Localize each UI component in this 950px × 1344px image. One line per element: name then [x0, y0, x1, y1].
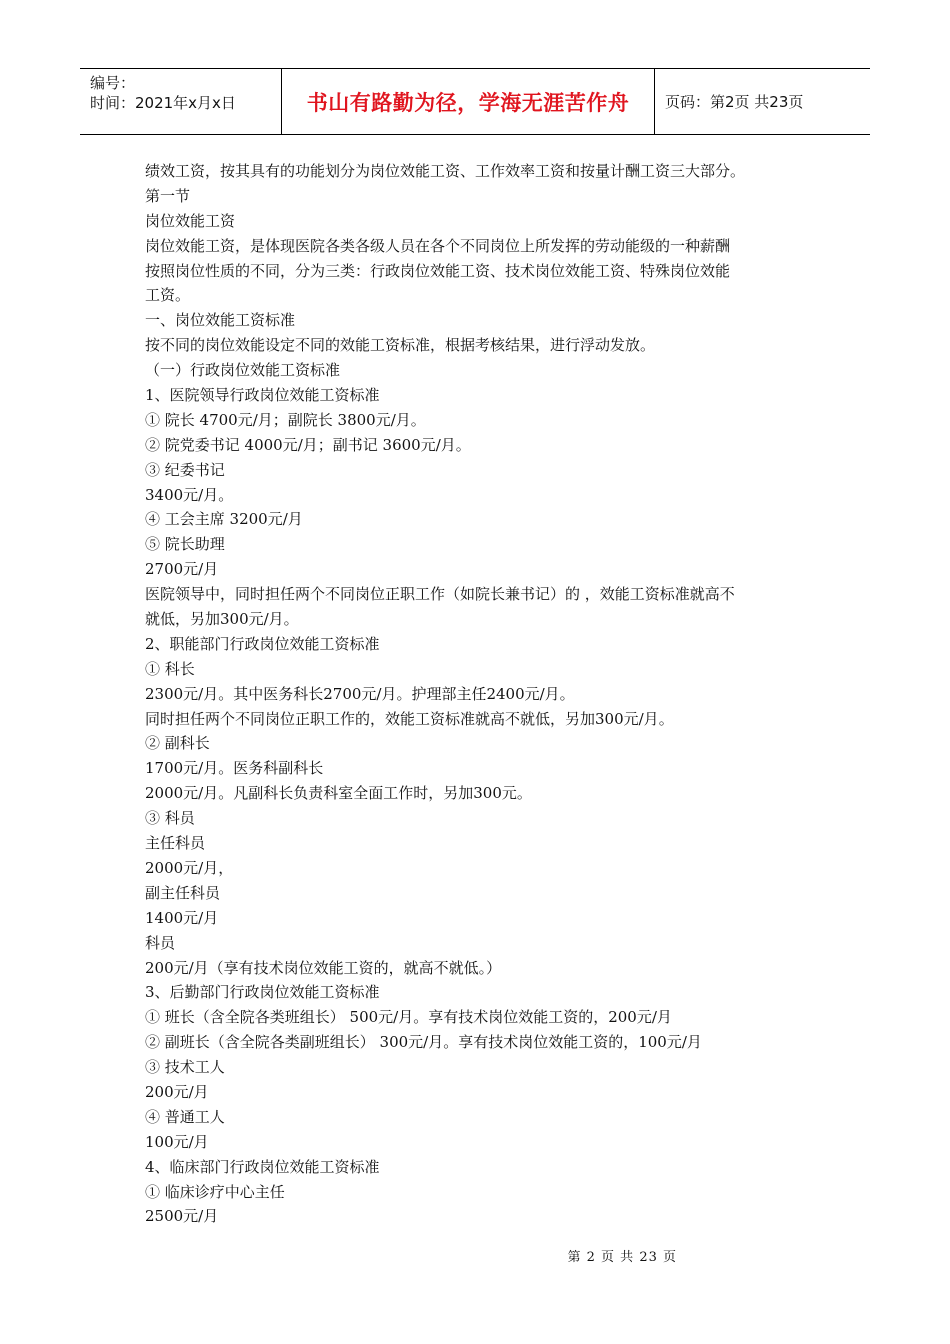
- body-line: 同时担任两个不同岗位正职工作的，效能工资标准就高不就低，另加300元/月。: [145, 709, 674, 728]
- header-meta: [80, 69, 282, 134]
- body-line: 1400元/月: [145, 908, 219, 927]
- footer-page-number: 第 2 页 共 23 页: [567, 1250, 677, 1265]
- body-line: 4、临床部门行政岗位效能工资标准: [145, 1157, 380, 1176]
- page-footer: [0, 1246, 950, 1265]
- header-page-info: 页码：第2页 共23页: [665, 93, 804, 111]
- body-line: ③ 科员: [145, 809, 195, 828]
- body-line: 200元/月（享有技术岗位效能工资的，就高不就低。）: [145, 958, 502, 977]
- body-line: ① 科长: [145, 659, 195, 678]
- body-line: ① 临床诊疗中心主任: [145, 1182, 285, 1201]
- body-line: 按照岗位性质的不同，分为三类：行政岗位效能工资、技术岗位效能工资、特殊岗位效能: [145, 261, 731, 280]
- body-line: ④ 普通工人: [145, 1107, 225, 1126]
- page-header: [80, 68, 870, 135]
- body-line: ⑤ 院长助理: [145, 535, 225, 554]
- body-line: 科员: [145, 933, 176, 952]
- body-line: ③ 技术工人: [145, 1058, 225, 1077]
- document-time: 时间：2021年x月x日: [90, 94, 236, 112]
- body-line: 200元/月: [145, 1082, 209, 1101]
- body-line: ② 副班长（含全院各类副班组长） 300元/月。享有技术岗位效能工资的，100元/月: [145, 1033, 702, 1052]
- body-line: 绩效工资，按其具有的功能划分为岗位效能工资、工作效率工资和按量计酬工资三大部分。: [145, 162, 746, 180]
- body-line: ④ 工会主席 3200元/月: [145, 510, 303, 529]
- body-line: 医院领导中，同时担任两个不同岗位正职工作（如院长兼书记）的 ，效能工资标准就高不: [145, 585, 735, 604]
- body-line: 2700元/月: [145, 560, 219, 579]
- body-line: 一、岗位效能工资标准: [145, 311, 296, 330]
- body-line: 1、医院领导行政岗位效能工资标准: [145, 386, 380, 405]
- body-line: 按不同的岗位效能设定不同的效能工资标准，根据考核结果，进行浮动发放。: [145, 336, 656, 355]
- body-line: 就低，另加300元/月。: [145, 610, 299, 629]
- body-line: 主任科员: [145, 834, 206, 853]
- body-line: （一）行政岗位效能工资标准: [145, 361, 341, 380]
- body-line: ② 副科长: [145, 734, 210, 753]
- body-line: 岗位效能工资，是体现医院各类各级人员在各个不同岗位上所发挥的劳动能级的一种薪酬: [145, 236, 731, 255]
- body-line: ① 班长（含全院各类班组长） 500元/月。享有技术岗位效能工资的，200元/月: [145, 1008, 672, 1027]
- body-line: 副主任科员: [145, 883, 221, 902]
- body-line: 1700元/月。医务科副科长: [145, 759, 324, 778]
- header-motto: 书山有路勤为径，学海无涯苦作舟: [282, 69, 655, 134]
- body-line: 第一节: [145, 186, 191, 205]
- body-line: ③ 纪委书记: [145, 460, 225, 479]
- body-line: ① 院长 4700元/月；副院长 3800元/月。: [145, 410, 426, 429]
- body-line: 3、后勤部门行政岗位效能工资标准: [145, 983, 380, 1002]
- body-line: 2、职能部门行政岗位效能工资标准: [145, 634, 380, 653]
- body-line: 2000元/月。凡副科长负责科室全面工作时，另加300元。: [145, 784, 532, 803]
- document-body: [145, 159, 815, 1229]
- body-line: 2300元/月。其中医务科长2700元/月。护理部主任2400元/月。: [145, 684, 575, 703]
- body-line: 2500元/月: [145, 1207, 219, 1226]
- document-number-label: 编号：: [90, 74, 136, 92]
- body-line: 工资。: [145, 286, 191, 305]
- body-line: 3400元/月。: [145, 485, 234, 504]
- body-line: ② 院党委书记 4000元/月；副书记 3600元/月。: [145, 435, 471, 454]
- body-line: 岗位效能工资: [145, 211, 236, 230]
- body-line: 100元/月: [145, 1132, 209, 1151]
- body-line: 2000元/月，: [145, 858, 234, 877]
